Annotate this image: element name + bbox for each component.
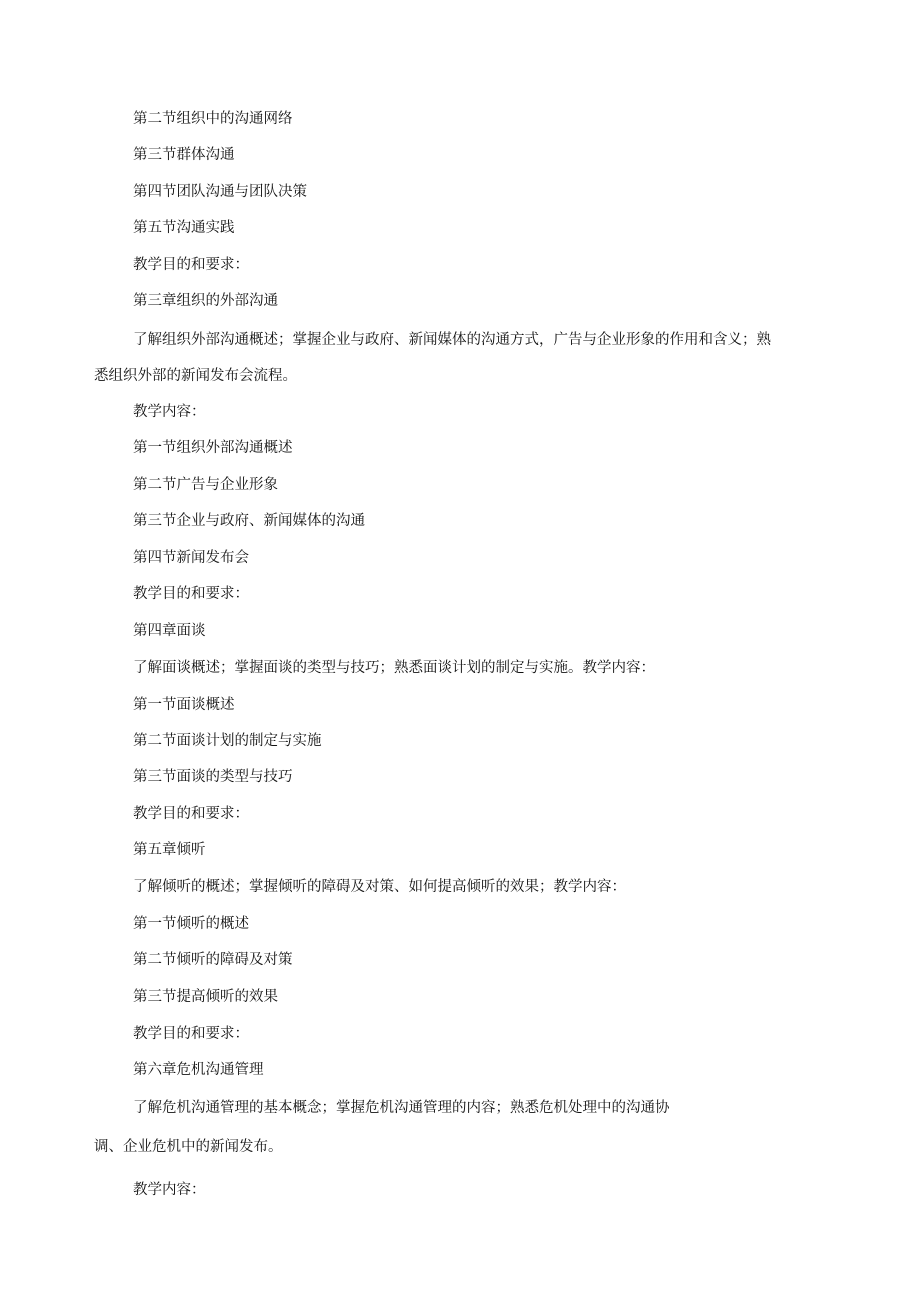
text-line: 第二节倾听的障碍及对策: [133, 952, 293, 968]
text-line: 第三节提高倾听的效果: [133, 989, 278, 1005]
text-line: 第一节组织外部沟通概述: [133, 440, 293, 456]
text-line: 教学目的和要求：: [133, 586, 249, 602]
text-line: 第三节企业与政府、新闻媒体的沟通: [133, 513, 365, 529]
text-line: 教学目的和要求：: [133, 1026, 249, 1042]
text-line: 第三节群体沟通: [133, 147, 235, 163]
paragraph-continuation: 调、企业危机中的新闻发布。: [94, 1139, 283, 1155]
chapter-heading: 第六章危机沟通管理: [133, 1062, 264, 1078]
text-line: 第一节面谈概述: [133, 697, 235, 713]
paragraph-line: 了解组织外部沟通概述；掌握企业与政府、新闻媒体的沟通方式，广告与企业形象的作用和含义；熟: [133, 332, 771, 348]
text-line: 教学目的和要求：: [133, 257, 249, 273]
text-line: 教学内容：: [133, 1182, 206, 1198]
text-line: 第四节团队沟通与团队决策: [133, 184, 307, 200]
paragraph-line: 了解倾听的概述；掌握倾听的障碍及对策、如何提高倾听的效果；教学内容：: [133, 879, 626, 895]
paragraph-line: 了解面谈概述；掌握面谈的类型与技巧；熟悉面谈计划的制定与实施。教学内容：: [133, 660, 655, 676]
chapter-heading: 第五章倾听: [133, 842, 206, 858]
text-line: 第二节广告与企业形象: [133, 477, 278, 493]
chapter-heading: 第三章组织的外部沟通: [133, 293, 278, 309]
text-line: 第四节新闻发布会: [133, 550, 249, 566]
text-line: 第二节组织中的沟通网络: [133, 111, 293, 127]
text-line: 教学目的和要求：: [133, 806, 249, 822]
paragraph-line: 了解危机沟通管理的基本概念；掌握危机沟通管理的内容；熟悉危机处理中的沟通协: [133, 1100, 670, 1116]
text-line: 教学内容：: [133, 404, 206, 420]
text-line: 第一节倾听的概述: [133, 916, 249, 932]
chapter-heading: 第四章面谈: [133, 623, 206, 639]
text-line: 第二节面谈计划的制定与实施: [133, 733, 322, 749]
text-line: 第三节面谈的类型与技巧: [133, 769, 293, 785]
paragraph-continuation: 悉组织外部的新闻发布会流程。: [94, 368, 297, 384]
text-line: 第五节沟通实践: [133, 220, 235, 236]
